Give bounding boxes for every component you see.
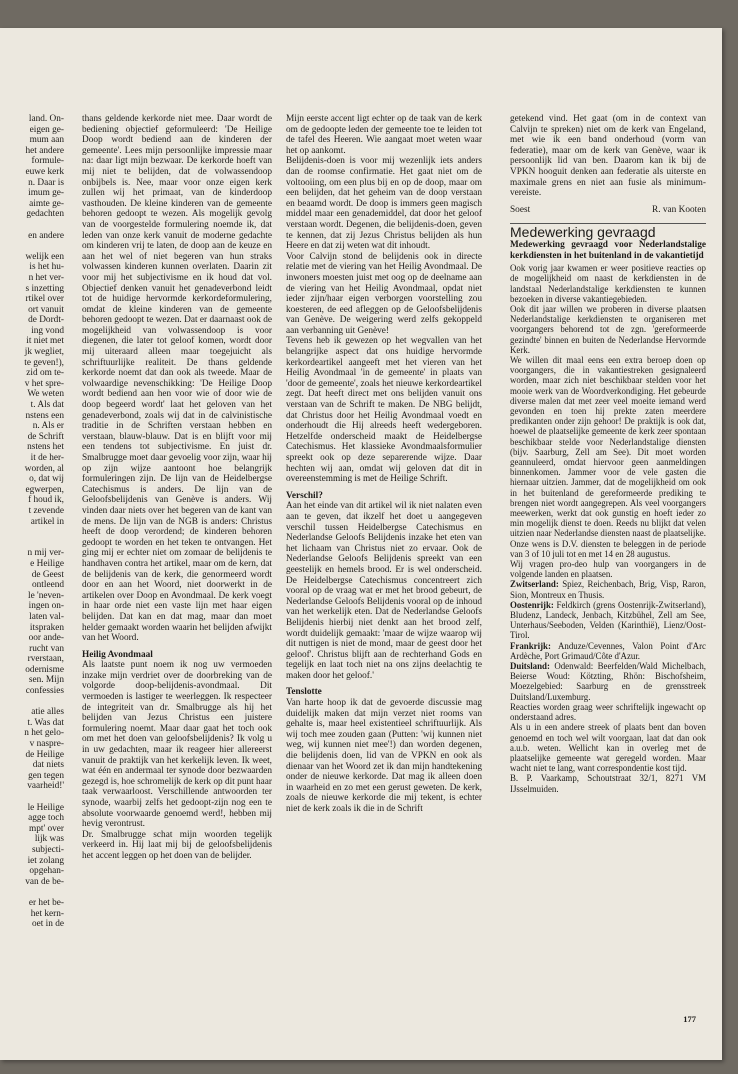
fragment-line: t. Als dat — [30, 400, 64, 411]
fragment-line: het andere — [25, 145, 64, 156]
page-number: 177 — [683, 1014, 696, 1024]
fragment-line — [0, 697, 64, 708]
article-lead: Medewerking gevraagd voor Nederlandstalige kerkdiensten in het buitenland in de vakantietijd — [510, 240, 706, 261]
heading-verschil: Verschil? — [286, 490, 323, 501]
col2-paragraph-4: Tevens heb ik gewezen op het wegvallen van het belangrijke aspect dat ons huidige hervormde kerkordeartikel aangeeft met het vieren van het Heilig Avondmaal 'in de gemeente' in plaats van 'door de gemeente', zoals het nieuwe kerkordeartikel zegt. Dat heeft direct met ons belijden vanuit ons verstaan van de Schrift te maken. De NBG belijdt, dat Christus door het Heilig Avondmaal voedt en onderhoudt die Hij alreeds heeft wedergeboren. Hetzelfde onderscheid maakt de Heidelbergse Catechismus. Het klassieke Avondmaalsformulier spreekt ook op deze separerende wijze. Daar hechten wij aan, omdat wij geloven dat dit in overeenstemming is met de Heilige Schrift. — [286, 336, 482, 485]
fragment-line: v naspre- — [29, 739, 64, 750]
fragment-line: eigen ge- — [29, 124, 64, 135]
col3-paragraph-4: We willen dit maal eens een extra beroep doen op voorgangers, die in vakantiestreken gesignaleerd worden, maar zich niet beschikbaar stelden voor het mooie werk van de Woordverkondiging. Het gebeurde diverse malen dat met zeer veel moeite iemand werd gevonden en toen hij prekte zaten meerdere predikanten onder zijn gehoor! De praktijk is ook dat, hoewel de plaatselijke gemeente de kerk zeer spontaan beschikbaar stelde voor Nederlandstalige diensten (bijv. Saarburg, Zell am See). Dit moet worden geannuleerd, omdat hiervoor geen aanmeldingen binnenkomen. Jammer voor de vele gasten die hiernaar uitzien. Jammer, dat de mogelijkheid om ook in het buitenland de gereformeerde prediking te brengen niet wordt aangegrepen. Als veel voorgangers meewerken, werkt dat ook gunstig en hoeft ieder zo min mogelijk dienst te doen. Reeds nu blijkt dat velen uitzien naar Nederlandse diensten naast de plaatselijke. — [510, 354, 706, 539]
fragment-line: We weten — [27, 389, 64, 400]
fragment-line: atie alles — [31, 707, 64, 718]
col3-paragraph-3: Ook dit jaar willen we proberen in diverse plaatsen Nederlandstalige kerkdiensten te organiseren met voorgangers behorend tot de zgn. 'gereformeerde gezindte' binnen en buiten de Nederlandse Hervormde Kerk. — [510, 303, 706, 355]
fragment-line: o, dat wij — [29, 474, 64, 485]
fragment-line: gedachten — [26, 209, 64, 220]
fragment-line: n. Daar is — [28, 177, 64, 188]
fragment-line: sen. Mijn — [28, 675, 64, 686]
fragment-line: imum ge- — [28, 188, 64, 199]
fragment-line: de Geest — [31, 569, 64, 580]
fragment-line: rucht van — [29, 643, 64, 654]
fragment-line: e Heilige — [30, 558, 64, 569]
fragment-line: de Heilige — [25, 749, 64, 760]
country-frankrijk: Frankrijk: Anduze/Cevennes, Valon Point d'Arc Ardèche, Port Grimaud/Côte d'Azur. — [510, 640, 706, 661]
journal-page — [0, 28, 722, 1060]
col3-paragraph-7: Reacties worden graag weer schriftelijk ingewacht op onderstaand adres. — [510, 701, 706, 723]
fragment-line — [0, 220, 64, 231]
fragment-line — [0, 527, 64, 538]
fragment-line: ort vanuit — [28, 304, 64, 315]
col2-paragraph-1: Mijn eerste accent ligt echter op de taak van de kerk om de gedoopte leden der gemeente toe te leiden tot de tafel des Heeren. Wie aangaat moet weten waar het op aankomt. — [286, 114, 482, 156]
fragment-line — [0, 792, 64, 803]
fragment-line: land. On- — [28, 114, 64, 124]
contact-address: B. P. Vaarkamp, Schoutstraat 32/1, 8271 VM IJsselmuiden. — [510, 773, 706, 794]
column-2 — [286, 114, 482, 1074]
fragment-line: aimte ge- — [29, 198, 64, 209]
fragment-line: le Heilige — [27, 802, 64, 813]
fragment-line: mpt' over — [29, 823, 64, 834]
fragment-line: ontleend — [31, 580, 64, 591]
fragment-line: te geven!), — [24, 357, 64, 368]
fragment-line — [0, 887, 64, 898]
fragment-line: n mij ver- — [27, 548, 64, 559]
fragment-line: welijk een — [25, 251, 64, 262]
fragment-line: s inzetting — [25, 283, 64, 294]
fragment-line: en andere — [28, 230, 64, 241]
col2-paragraph-3: Voor Calvijn stond de belijdenis ook in directe relatie met de viering van het Heilig Avondmaal. De inwoners moesten juist met oog op de deelname aan de viering van het Heilig Avondmaal, opdat niet ieder zijn/haar eigen verborgen voorstelling zou koesteren, de eed afleggen op de Geloofsbelijdenis van Genève. De weigering werd zelfs gekoppeld aan verbanning uit Genève! — [286, 251, 482, 336]
fragment-line: n. Als er — [32, 421, 64, 432]
country-zwitserland: Zwitserland: Spiez, Reichenbach, Brig, Visp, Raron, Sion, Montreux en Thusis. — [510, 579, 706, 600]
fragment-line: mum aan — [29, 135, 64, 146]
fragment-line: jk wegliet, — [24, 347, 64, 358]
fragment-line: le 'neven- — [27, 590, 64, 601]
signature-line — [510, 205, 706, 216]
fragment-line: itspraken — [29, 622, 64, 633]
fragment-line: n het ver- — [28, 272, 64, 283]
col1-paragraph-2: Als laatste punt noem ik nog uw vermoeden inzake mijn verdriet over de doorbreking van de volgorde doop-belijdenis-avondmaal. Dit vermoeden is lastiger te weerleggen. Ik respecteer de integriteit van dr. Smalbrugge als hij het belijden van Jezus Christus een juistere formulering noemt. Maar daar gaat het toch ook om met het doen van geloofsbelijdenis? Ik volg u in uw gedachten, maar ik reageer hier allereerst vanuit de praktijk van het kerkelijk leven. Ik weet, wat één en andermaal ter synode door bezwaarden gezegd is, hoe schromelijk de kerk op dit punt haar taak verwaarloost. Verschillende antwoorden ter synode, waarbij zelfs het gedoopt-zijn nog een te absolute voorwaarde genoemd werd!, hebben mij hevig verontrust. — [82, 660, 272, 830]
article-title: Medewerking gevraagd — [510, 224, 656, 241]
fragment-line: t. Was dat — [27, 717, 64, 728]
col3-paragraph-6: Wij vragen pro-deo hulp van voorgangers in de volgende landen en plaatsen. — [510, 559, 706, 580]
country-duitsland: Duitsland: Odenwald: Beerfelden/Wald Michelbach, Beierse Woud: Kötzting, Rhön: Bischofsheim, Moezelgebied: Saarburg en de grensstreek Duitsland/Luxemburg. — [510, 661, 706, 702]
fragment-line: de Schrift — [27, 431, 64, 442]
fragment-line: rverstaan, — [27, 654, 64, 665]
fragment-line: v het spre- — [24, 378, 64, 389]
fragment-line: nstens een — [25, 410, 64, 421]
fragment-line — [0, 538, 64, 549]
signature-place: Soest — [510, 204, 531, 215]
fragment-line: oor ande- — [28, 633, 64, 644]
col3-paragraph-2: Ook vorig jaar kwamen er weer positieve reacties op de mogelijkheid om naast de kerkdiensten in de landstaal Nederlandstalige kerkdiensten te kunnen bezoeken in diverse vakantiegebieden. — [510, 263, 706, 304]
fragment-line: opgehan- — [29, 866, 64, 877]
fragment-line: dat niets — [32, 760, 64, 771]
fragment-line: artikel in — [30, 516, 64, 527]
fragment-line: iet zolang — [27, 855, 64, 866]
fragment-line: ing vond — [31, 325, 64, 336]
heading-tenslotte: Tenslotte — [286, 687, 322, 698]
country-oostenrijk: Oostenrijk: Feldkirch (grens Oostenrijk-Zwitserland), Bludenz, Landeck, Jenbach, Kitzbühel, Zell am See, Unterhaus/Seeboden, Velden (Karinthië), Lienz/Oost-Tirol. — [510, 599, 706, 641]
fragment-line: egwerpen, — [25, 484, 64, 495]
fragment-line: it de her- — [30, 453, 64, 463]
fragment-line: t zevende — [28, 505, 64, 516]
col2-paragraph-6: Van harte hoop ik dat de gevoerde discussie mag duidelijk maken dat mijn verzet niet rooms van gehalte is, maar heel existentieel schriftuurlijk. Als wij toch mee zouden gaan (Putten: 'wij kunnen niet weg, wij kunnen niet mee'!) dan worden degenen, die belijdenis doen, lid van de VPKN en ook als dienaar van het Woord zet ik dan mijn handtekening onder de nieuwe kerkorde. Dat mag ik alleen doen in waarheid en zo met een gerust geweten. De kerk, zoals de nieuwe kerkorde die mij tekent, is echter niet de kerk zoals ik die in de Schrift — [286, 698, 482, 814]
fragment-line: zid om te- — [26, 368, 64, 379]
col2-paragraph-2: Belijdenis-doen is voor mij wezenlijk iets anders dan de roomse confirmatie. Het gaat niet om de voltooiing, om een plus bij en op de doop, maar om een belijden, dat het geheim van de doop verstaan en beaamd wordt. De doop is immers geen magisch middel maar een genademiddel, dat door het geloof verstaan wordt. Degenen, die belijdenis-doen, geven te kennen, dat zij Jezus Christus belijden als hun Heere en dat zij weten wat dit inhoudt. — [286, 156, 482, 252]
col1-paragraph-1: thans geldende kerkorde niet mee. Daar wordt de bediening objectief geformuleerd: 'De Heilige Doop wordt bediend aan de kinderen der gemeente'. Lees mijn persoonlijke impressie maar na: daar ligt mijn bezwaar. De kerkorde hoeft van mij niet te belijden, dat de volwassendoop onbijbels is. Nee, maar voor onze eigen kerk zullen wij het primaat, van de kinderdoop vasthouden. De kleine kinderen van de gemeente behoren gedoopt te wezen. Als mogelijk gevolg van de voorgestelde formulering noemde ik, dat leden van onze kerk vanuit de moderne gedachte om kinderen vrij te laten, de doop aan de keuze en aan het wel of niet begeren van hun straks volwassen kinderen kunnen overlaten. Daarin zit voor mij het subjectivisme en ik houd dat vol. Objectief denken vanuit het genadeverbond leidt tot de huidige hervormde kerkordeformulering, omdat de kleine kinderen van de gemeente behoren gedoopt te wezen. Dat er daarnaast ook de mogelijkheid van volwassendoop is voor diegenen, die later tot geloof komen, wordt door mij uiteraard alleen maar toegejuicht als schriftuurlijke realiteit. De thans geldende kerkorde noemt dat dan ook als tweede. Maar de volwaardige nevenschikking: 'De Heilige Doop wordt bediend aan hen voor wie of door wie de doop begeerd wordt' laat het geloven van het genadeverbond, zoals wij dat in de calvinistische traditie in de Schriften verstaan hebben en verstaan, blauw-blauw. Dat is en blijft voor mij een tendens tot subjectivisme. En juist dr. Smalbrugge moet daar gevoelig voor zijn, waar hij op zijn wijze aantoont hoe belangrijk formuleringen zijn. De lijn van de Heidelbergse Catechismus is anders. De lijn van de Geloofsbelijdenis van Genève is anders. Wij vinden daar niets over het begeren van de kant van de mens. De lijn van de NGB is anders: Christus heeft de doop verordend; de kinderen behoren gedoopt te worden en het teken te ontvangen. Het ging mij er echter niet om zomaar de belijdenis te handhaven contra het artikel, maar om de kern, dat de belijdenis van de kerk, die genormeerd wordt door en aan het Woord, niet doorwerkt in de artikelen over Doop en Avondmaal. De kerk voegt in haar orde niet een vaste lijn met haar eigen belijden. Dat kan en dat mag, maar dan moet helder gemaakt worden waarin het belijden afwijkt van het Woord. — [82, 114, 272, 644]
col3-paragraph-5: Onze wens is D.V. diensten te beleggen in de periode van 3 of 10 juli tot en met 14 en 28 augustus. — [510, 538, 706, 559]
fragment-line: n het gelo- — [24, 728, 64, 739]
fragment-line: de Dordt- — [28, 315, 64, 326]
signature-author: R. van Kooten — [652, 204, 706, 215]
fragment-line: euwe kerk — [25, 166, 64, 177]
fragment-line: is het hu- — [29, 262, 64, 273]
heading-heilig-avondmaal: Heilig Avondmaal — [82, 649, 153, 660]
fragment-line: confessies — [25, 686, 64, 697]
fragment-line: agge toch — [28, 813, 64, 824]
fragment-line: rtikel over — [25, 294, 64, 305]
col3-paragraph-8: Als u in een andere streek of plaats bent dan boven genoemd en toch wel wilt voorgaan, laat dat dan ook a.u.b. weten. Wellicht kan in overleg met de plaatselijke gemeente wat geregeld worden. Maar wacht niet te lang, want correspondentie kost tijd. — [510, 722, 706, 774]
column-1 — [82, 114, 272, 1074]
fragment-line: gen tegen — [28, 770, 64, 781]
fragment-line — [0, 241, 64, 252]
col1-paragraph-3: Dr. Smalbrugge schat mijn woorden tegelijk verkeerd in. Hij laat mij bij de geloofsbelijdenis het accent leggen op het doen van de belijder. — [82, 829, 272, 861]
left-page-fragment — [0, 114, 64, 930]
fragment-line: odernisme — [25, 664, 64, 675]
col2-paragraph-5: Aan het einde van dit artikel wil ik niet nalaten even aan te geven, dat ikzelf het doet u aangegeven verschil tussen Heidelbergse Catechismus en Nederlandse Geloofs Belijdenis inzake het eten van het lichaam van Christus niet zo ervaar. Ook de Nederlandse Geloofs Belijdenis spreekt van een geestelijk en hemels brood. Er is wel onderscheid. De Heidelbergse Catechismus concentreert zich vooral op de vraag wat er met het brood gebeurt, de Nederlandse Geloofs Belijdenis vooral op de inhoud van het werkelijk eten. Dat de Nederlandse Geloofs Belijdenis hierbij niet denkt aan het brood zelf, wordt duidelijk gemaakt: 'maar de wijze waarop wij dit nuttigen is niet de mond, maar de geest door het geloof'. Christus blijft aan de rechterhand Gods en tegelijk en laat toch niet na ons zijns deelachtig te maken door het geloof.' — [286, 501, 482, 681]
fragment-line: laten val- — [29, 611, 64, 622]
fragment-line: er het be- — [28, 897, 64, 908]
fragment-line: lijk was — [34, 834, 64, 845]
fragment-line: vaarheid!' — [27, 781, 64, 792]
col3-paragraph-1: getekend vind. Het gaat (om in de context van Calvijn te spreken) niet om de kerk van Engeland, met wie ik een band onderhoud (vorm van federatie), maar om de kerk van Genève, waar ik persoonlijk lid van ben. Daarom kan ik bij de VPKN hooguit denken aan federatie als uiterste en maximale grens en niet aan fusie als minimum-vereiste. — [510, 114, 706, 199]
fragment-line: worden, al — [24, 463, 64, 474]
fragment-line: subjecti- — [31, 844, 64, 855]
fragment-line: formule- — [31, 156, 64, 167]
fragment-line: van de be- — [25, 876, 64, 887]
fragment-line: f houd ik, — [28, 495, 64, 506]
fragment-line: it niet met — [26, 336, 64, 347]
fragment-line: oet in de — [31, 919, 64, 930]
fragment-line: het kern- — [30, 908, 64, 919]
fragment-line: nstens het — [27, 442, 64, 453]
column-3 — [510, 114, 706, 1074]
fragment-line: ingen on- — [28, 601, 64, 612]
